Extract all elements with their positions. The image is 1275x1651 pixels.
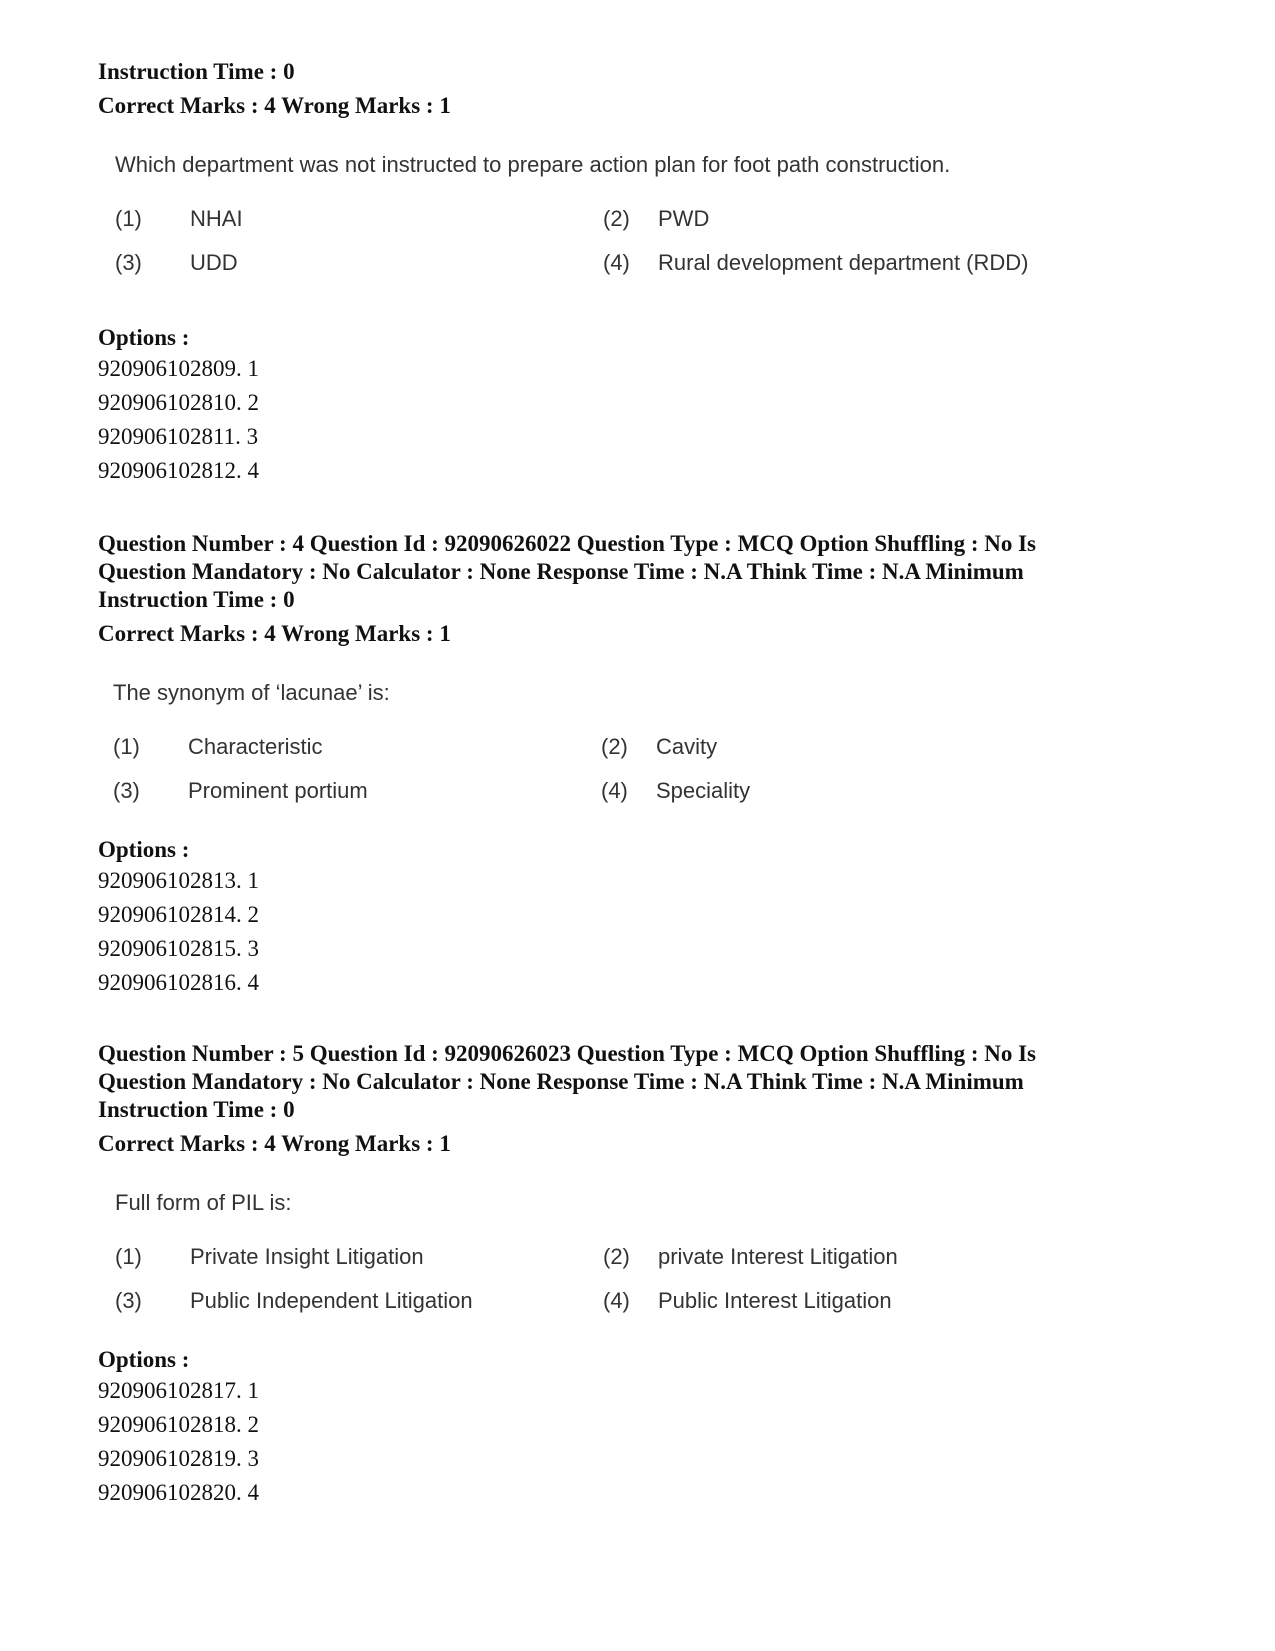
question-text: Full form of PIL is: bbox=[115, 1190, 292, 1215]
option-id: 920906102814. 2 bbox=[98, 902, 259, 927]
question-4-block bbox=[98, 530, 1178, 1000]
choice-4: (4) Speciality bbox=[601, 778, 751, 803]
option-id: 920906102809. 1 bbox=[98, 356, 259, 381]
instruction-time: Instruction Time : 0 bbox=[98, 587, 295, 612]
choice-2: (2) PWD bbox=[603, 206, 710, 231]
options-label: Options : bbox=[98, 837, 190, 862]
choice-4: (4) Rural development department (RDD) bbox=[603, 250, 1029, 275]
choice-4: (4) Public Interest Litigation bbox=[603, 1288, 892, 1313]
marks-line: Correct Marks : 4 Wrong Marks : 1 bbox=[98, 93, 451, 118]
option-id: 920906102820. 4 bbox=[98, 1480, 259, 1505]
option-id: 920906102813. 1 bbox=[98, 868, 259, 893]
option-id: 920906102810. 2 bbox=[98, 390, 259, 415]
question-header: Question Number : 5 Question Id : 92090626023 Question Type : MCQ Option Shuffling : No Is bbox=[98, 1041, 1037, 1066]
choice-3: (3) Public Independent Litigation bbox=[115, 1288, 473, 1313]
marks-line: Correct Marks : 4 Wrong Marks : 1 bbox=[98, 621, 451, 646]
option-id: 920906102812. 4 bbox=[98, 458, 259, 483]
instruction-time: Instruction Time : 0 bbox=[98, 1097, 295, 1122]
option-id: 920906102818. 2 bbox=[98, 1412, 259, 1437]
question-text: The synonym of ‘lacunae’ is: bbox=[113, 680, 390, 705]
option-id: 920906102817. 1 bbox=[98, 1378, 259, 1403]
marks-line: Correct Marks : 4 Wrong Marks : 1 bbox=[98, 1131, 451, 1156]
options-label: Options : bbox=[98, 325, 190, 350]
option-id: 920906102815. 3 bbox=[98, 936, 259, 961]
question-5-block bbox=[98, 1040, 1178, 1510]
instruction-time: Instruction Time : 0 bbox=[98, 59, 295, 84]
choice-grid bbox=[115, 204, 1178, 278]
question-header: Question Number : 4 Question Id : 92090626022 Question Type : MCQ Option Shuffling : No Is bbox=[98, 531, 1037, 556]
question-header: Question Mandatory : No Calculator : None Response Time : N.A Think Time : N.A Minimum bbox=[98, 559, 1024, 584]
question-header: Question Mandatory : No Calculator : None Response Time : N.A Think Time : N.A Minimum bbox=[98, 1069, 1024, 1094]
choice-1: (1) NHAI bbox=[115, 206, 243, 231]
choice-grid bbox=[113, 732, 1178, 806]
choice-2: (2) private Interest Litigation bbox=[603, 1244, 898, 1269]
choice-1: (1) Private Insight Litigation bbox=[115, 1244, 424, 1269]
choice-1: (1) Characteristic bbox=[113, 734, 323, 759]
options-label: Options : bbox=[98, 1347, 190, 1372]
option-id: 920906102816. 4 bbox=[98, 970, 259, 995]
choice-2: (2) Cavity bbox=[601, 734, 718, 759]
choice-grid bbox=[115, 1242, 1178, 1316]
choice-3: (3) Prominent portium bbox=[113, 778, 368, 803]
question-text: Which department was not instructed to prepare action plan for foot path construction. bbox=[115, 152, 951, 177]
option-id: 920906102819. 3 bbox=[98, 1446, 259, 1471]
choice-3: (3) UDD bbox=[115, 250, 238, 275]
option-id: 920906102811. 3 bbox=[98, 424, 259, 449]
question-3-block bbox=[98, 58, 1178, 488]
